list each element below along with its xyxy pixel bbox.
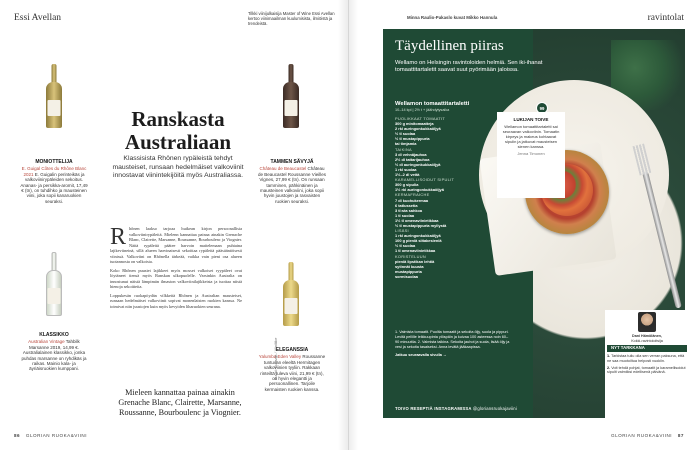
article-paragraph-3: Loppukesän ruokapöydän vilkkeitä Rhônen ja Australian mausteiset, runsaan hedelmäiset valkoviinit sopivat monenlaisten ruokien kanssa. Ne toimivat niin juustojen kuin myös kevyiden liharuokien seurana. bbox=[110, 292, 242, 309]
section-header: ravintolat bbox=[647, 13, 684, 23]
article-paragraph-2: Koko Rhônen puusiet lajikkeet myös mosset valkoiset ryypäleet ovat löytäneet tiensä myös Ranskan ulkopuolelle. Varsinkin Australia on innostunut näistä lämpimän ilmaston valkoviinilajikkeista ja tuottaa niistä hienoja sekoitteita. bbox=[110, 267, 242, 289]
drop-cap: R bbox=[110, 224, 127, 250]
author-note: Tilkki viinijulkaisija Master of Wine Essi Avellan kertoo viinimaailman kuulumisista, ilmiöistä ja trendeistä. bbox=[248, 11, 335, 27]
ingredient-item: 1 rkl auringonkukkaöljyä bbox=[395, 233, 441, 239]
page-number: 86 bbox=[14, 433, 21, 438]
steps-text: 1. Valmista tomaatit. Puolita tomaatit ja sekoita öljy, suola ja pippuri. Levitä pellille leikkuupinta ylöspäin ja kuivaa 100 asteessa noin 60–90 minuuttia. 2. Valmista taikina. Sekoita jauhot ja suola, lisää öljy ja vesi ja sekoita tasaiseksi. Anna levätä jääkaapissa. bbox=[395, 330, 510, 349]
ingredient-section: KERMAFRAICHE bbox=[395, 192, 430, 198]
ingredient-item: tai timjamia bbox=[395, 141, 417, 147]
wine-caption-3 bbox=[258, 160, 326, 204]
ingredient-item: ½ tl suolaa bbox=[395, 131, 416, 137]
wine-text-1: E. Guigalin perinteikäs ja valkoviinirypäleiden sekoitus. Ananas- ja persikka-aromit, 17,49 € (tn), on tuhdihko ja mausteinen viini, joka sopii kanaruokien seuraksi. bbox=[20, 171, 88, 204]
wine-bottle-2 bbox=[42, 252, 66, 322]
recipe-badge: 99 bbox=[536, 102, 548, 114]
ingredient-item: 1½ rkl auringonkukkaöljyä bbox=[395, 187, 444, 193]
wine-name-3: Château de Beaucastel bbox=[259, 166, 307, 172]
ingredient-item: 100 g pieniä siitakesieniä bbox=[395, 238, 442, 244]
tip-title: LUKIJAN TOIVE bbox=[513, 117, 549, 122]
instagram-handle: @gloriansruokajaviini bbox=[472, 406, 517, 411]
section-header bbox=[14, 13, 61, 23]
ingredient-item: 1 tl omenaviinietikkaa bbox=[395, 248, 436, 254]
chef-credit bbox=[607, 334, 687, 343]
chef-tip-2: 2. Voit tehdä pohjat, tomaatit ja karamellisoidut sipulit valmiiksi edellisenä päivänä. bbox=[607, 365, 686, 375]
chef-role: Kokki-ravintoloitsija bbox=[631, 338, 663, 343]
wine-name-4: Yalumba Eden Valley bbox=[258, 354, 302, 360]
ingredient-item: ½ dl auringonkukkaöljyä bbox=[395, 161, 441, 167]
continue-link[interactable]: Jatkuu seuraavalla sivulla → bbox=[395, 352, 447, 357]
ingredient-section: KORISTELUUN bbox=[395, 253, 426, 259]
author-box bbox=[248, 11, 344, 27]
recipe-steps bbox=[395, 330, 512, 358]
chef-name: Dani Hämölänen, bbox=[632, 334, 662, 338]
wine-bottle-4 bbox=[279, 262, 303, 332]
pull-quote: Mieleen kannattaa painaa ainakin Grenache Blanc, Clairette, Marsanne, Roussanne, Bourboulenc ja Viognier. bbox=[118, 388, 242, 417]
tip-text: Wellamon tomaattitartaletti sai seuraavan valkoviinin. Tomaatin kirpeys ja makeus kohtaavat sipulin ja jatkuvat mausteisen sienen kanssa. bbox=[502, 124, 560, 149]
tip-author: Jenna Timonen bbox=[517, 151, 545, 156]
ingredient-item: sytinnät kuusta bbox=[395, 263, 424, 269]
ingredient-item: 6 tatlussetia bbox=[395, 202, 418, 208]
ingredient-item: 1½ tl omenaviinietikkaa bbox=[395, 217, 439, 223]
ingredient-item: 1 rkl suolaa bbox=[395, 166, 417, 172]
ingredient-item: 2½ dl tattarijauhoa bbox=[395, 156, 430, 162]
wine-name-2: Australian Vintage bbox=[28, 339, 65, 345]
ingredient-item: 2 rkl auringonkukkaöljyä bbox=[395, 126, 441, 132]
wine-title-2: KLASSIKKO bbox=[39, 332, 69, 338]
byline: Minna Raulio-Pakaslo kuvat Mikko Hannula bbox=[407, 15, 498, 20]
article-paragraph-1: Rhônen laakso tarjoaa huikean kirjon persoonallisia valkoviinirypäleitä. Mielenn kannattaa painaa ainakin Grenache Blanc, Clairette, Marsanne, Roussanne, Bourboulenc ja Viognier. Näitä rypäleitä päätee harvoin maitelemaan puhtaina lajikeviineinä, sillä alueen harvinaisesti sekoittaa rypäleitä pääsääntöisesti viinissä. Valkoviini on Rhônella tärkeää, vaikka vain pieni osa alueen tuotannosta on valkoista. bbox=[110, 224, 242, 264]
chef-tips-heading: NYT TARKKANA bbox=[607, 345, 687, 352]
ingredient-item: sormisuolaa bbox=[395, 273, 418, 279]
right-page bbox=[348, 0, 696, 450]
article-subhead: Klassisista Rhônen rypäleistä tehdyt mausteiset, runsaan hedelmäiset valkoviinit innostavat viinintekijöitä myös Australiassa. bbox=[112, 155, 244, 180]
reader-tip-box bbox=[497, 112, 565, 198]
ingredient-item: 1 tl suolaa bbox=[395, 212, 415, 218]
ingredient-item: ½ tl mustapippuria myllystä bbox=[395, 222, 447, 228]
ingredient-item: 3 dl vehnäjauhoa bbox=[395, 151, 427, 157]
recipe-intro: Wellamo on Helsingin ravintoloiden helmiä. Sen iki-ihanat tomaattitartaletit saavat suut pyörimään jaloissa. bbox=[395, 60, 543, 74]
wine-text-2: Tahbilk Marsanne 2019, 14,99 €. Australialainen klassikko, jonka puhdas marsanne on ryhdikäs ja raikas. Mainio kala- ja äyriäisruokien kumppani. bbox=[21, 339, 87, 372]
ingredient-item: 7 dl kuohukermaa bbox=[395, 197, 429, 203]
page-number: 87 bbox=[677, 433, 684, 438]
chef-photo bbox=[638, 312, 656, 332]
ingredient-item: ½ tl mustapippuria bbox=[395, 136, 430, 142]
article-body bbox=[110, 226, 242, 312]
section-title: Essi Avellan bbox=[14, 13, 62, 23]
page-footer-right bbox=[611, 433, 684, 438]
ingredient-section: TAIKINA bbox=[395, 146, 412, 152]
ingredient-item: ½ tl suolaa bbox=[395, 243, 416, 249]
recipe-title: Wellamon tomaattitartaletti bbox=[395, 101, 470, 107]
recipe-headline: Täydellinen piiras bbox=[395, 38, 504, 54]
ingredient-section: KARAMELLISOIDUT SIPULIT bbox=[395, 177, 455, 183]
ingredient-section: LISÄSI bbox=[395, 228, 409, 234]
ingredient-item: pieniä lipstikan lehtiä bbox=[395, 258, 435, 264]
ingredient-item: 300 g sipulia bbox=[395, 182, 419, 188]
recipe-meta: 10–14 kpl | 2½ t + jäähdytysaika bbox=[395, 108, 450, 112]
ingredient-item: 300 g minitomaatteja bbox=[395, 121, 434, 127]
wine-bottle-1 bbox=[42, 64, 66, 134]
wine-caption-4 bbox=[258, 348, 326, 392]
ingredient-item: 1½–2 dl vettä bbox=[395, 172, 420, 178]
article-title: Ranskasta Australiaan bbox=[124, 107, 232, 154]
chef-tip-1: 1. Tarkistaa tuliu olla sen verran paksuna, että ne saa muotoiltua helposti vuokiin. bbox=[607, 354, 685, 363]
wine-title-4: ELEGANSSIA bbox=[275, 347, 309, 353]
wine-caption-2 bbox=[20, 333, 88, 372]
ingredient-section: PUOLIKKAAT TOMAATIT bbox=[395, 116, 446, 121]
page-footer-left bbox=[14, 433, 87, 438]
wine-bottle-3 bbox=[279, 64, 303, 134]
wine-title-3: TAMMEN SÄVYJÄ bbox=[270, 159, 314, 165]
wine-text-3: Château de Beaucastel Roussanne Vieilles Vignes, 27,99 € (tn). On runsaan tamminen, pähkinäinen ja mausteinen valkoviini, joka sopii hyvin juustojen ja rasvaisten ruokien seuraksi. bbox=[258, 166, 326, 204]
wine-text-4: Roussanne tuntuvan eleeltä Hermitagen valkoviinien tyyliin. Rakkaan rinteiltä tuleva viini, 21,99 € (tn), on hyvin elegantti ja persoonallinen. Tarjoile kermaisten ruokien kanssa. bbox=[260, 354, 326, 392]
instagram-cta[interactable] bbox=[395, 406, 517, 411]
magazine-name: GLORIAN RUOKA&VIINI bbox=[25, 433, 87, 438]
wine-caption-1 bbox=[20, 160, 88, 204]
ingredient-item: mustapippuria bbox=[395, 268, 422, 274]
magazine-name: GLORIAN RUOKA&VIINI bbox=[611, 433, 673, 438]
ingredient-item: 3 tl:sta sahkoa bbox=[395, 207, 423, 213]
instagram-label: TOIVO RESEPTIÄ INSTAGRAMISSA bbox=[395, 406, 472, 411]
wine-title-1: MONIOTTELIJA bbox=[35, 159, 73, 165]
wine-name-1: E. Guigal Côtes du Rhône Blanc 2021 bbox=[21, 166, 87, 177]
chef-box bbox=[607, 312, 687, 377]
photo-credit: Kuvat: Kuvaaja / Viiniliike bbox=[274, 337, 278, 380]
